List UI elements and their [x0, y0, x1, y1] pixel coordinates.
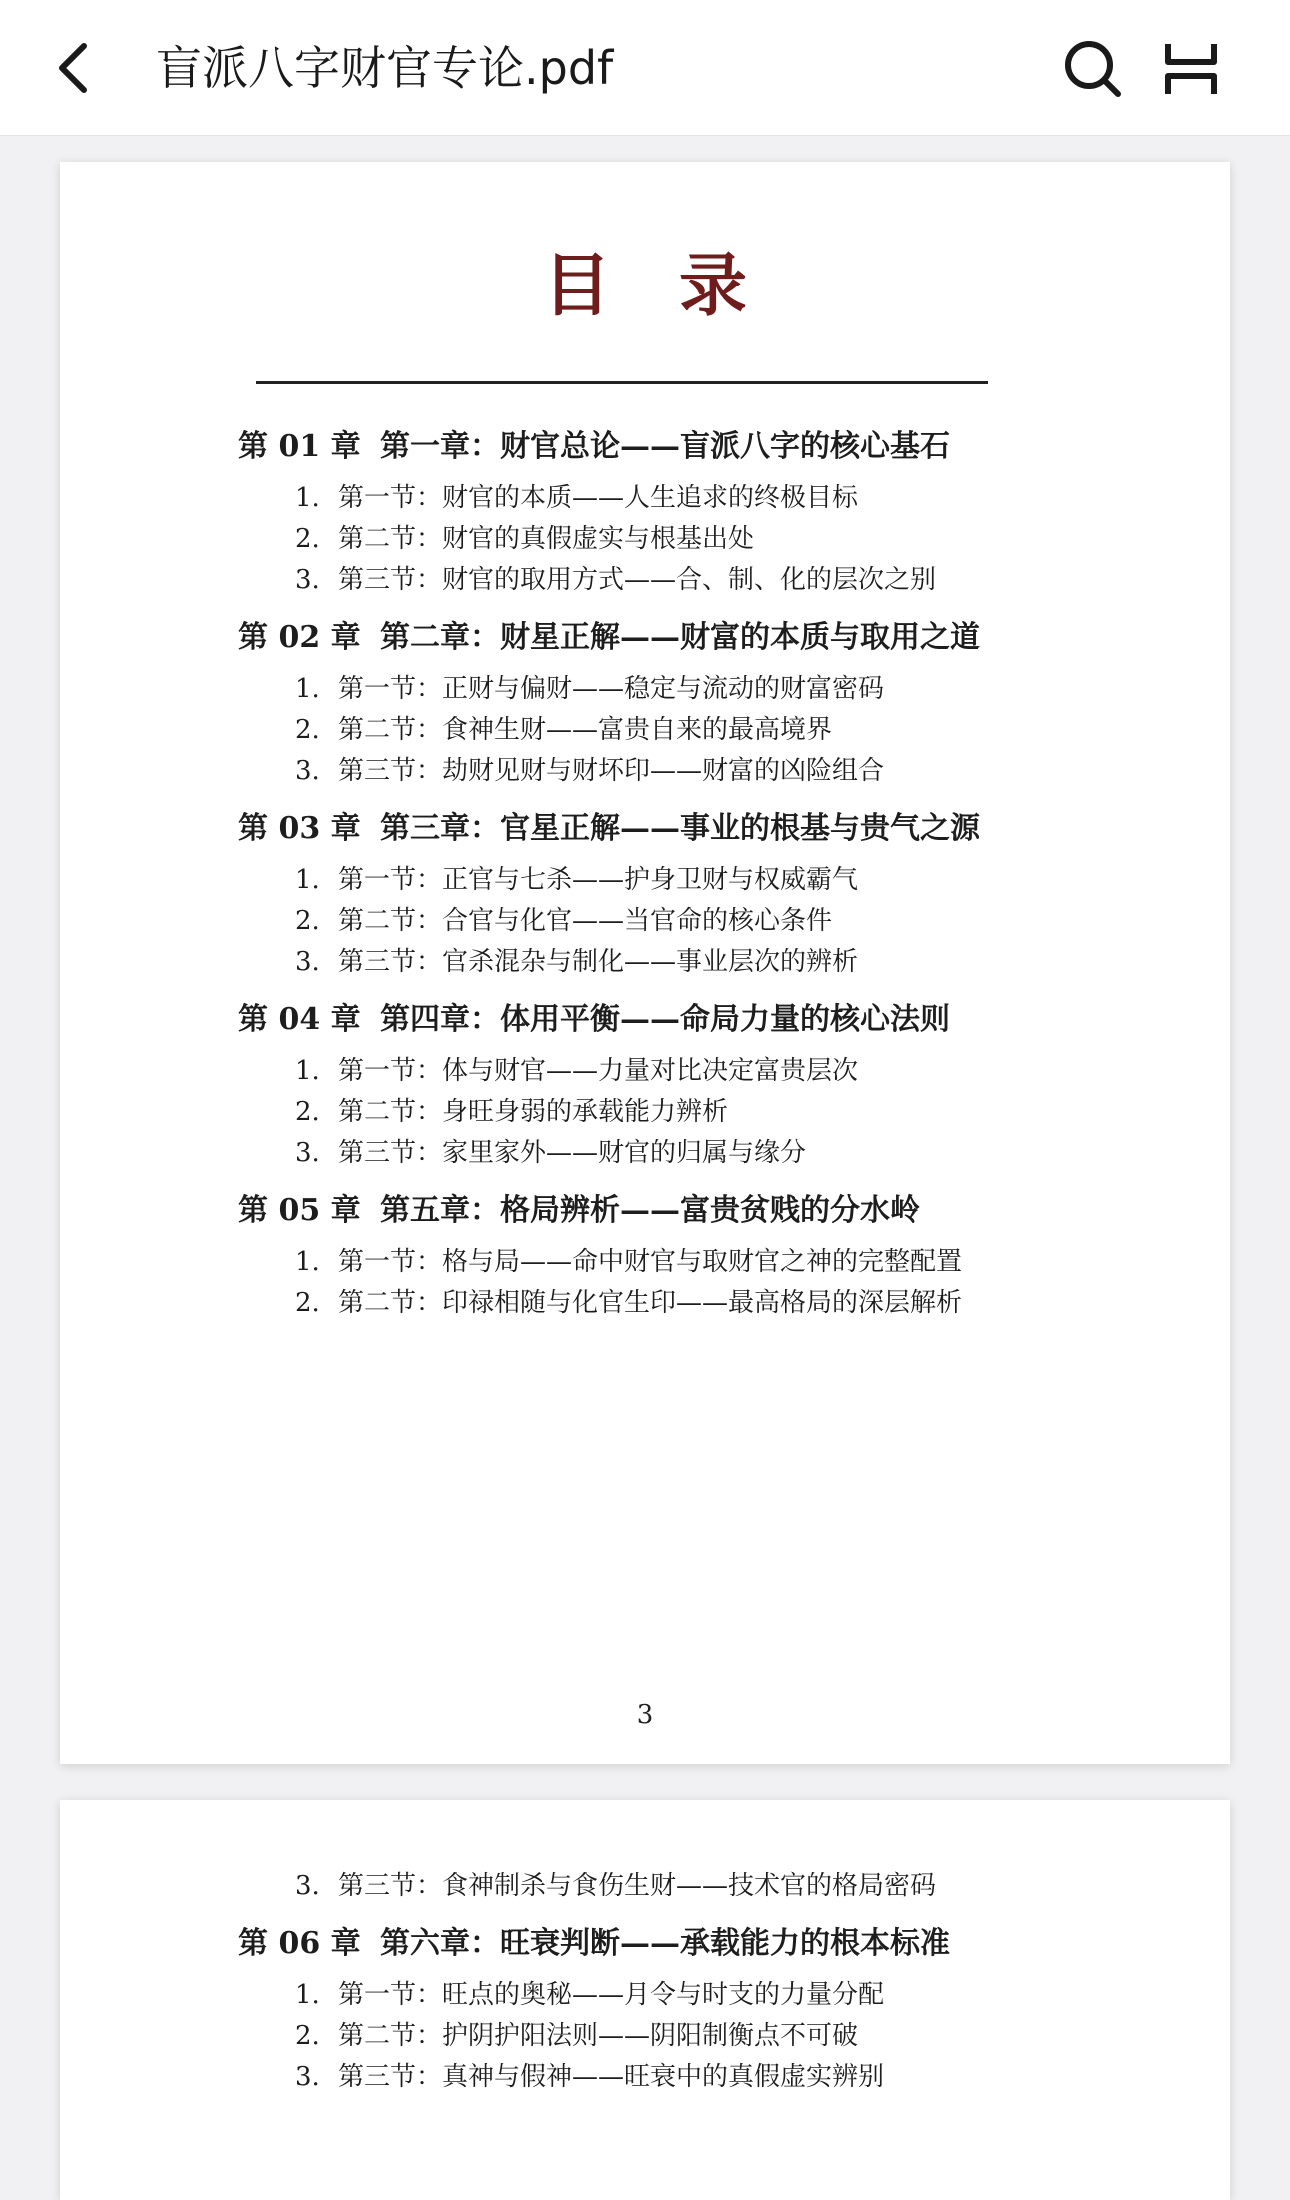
section-number: 3. — [295, 947, 320, 977]
section-title: 第一节：体与财官——力量对比决定富贵层次 — [338, 1056, 859, 1086]
chapter-number: 第 05 章 — [238, 1193, 361, 1228]
section-number: 1. — [295, 483, 320, 513]
table-of-contents — [238, 424, 998, 1338]
section-number: 1. — [295, 1247, 320, 1277]
section-number: 1. — [295, 865, 320, 895]
section-title: 第二节：财官的真假虚实与根基出处 — [338, 524, 755, 554]
toc-section-item[interactable] — [238, 1092, 998, 1133]
section-number: 2. — [295, 524, 320, 554]
section-number: 1. — [295, 1980, 320, 2010]
section-number: 2. — [295, 1288, 320, 1318]
toc-section-item[interactable] — [238, 1975, 998, 2016]
section-number: 3. — [295, 1138, 320, 1168]
toc-continued-sections — [238, 1866, 998, 1907]
section-title: 第三节：食神制杀与食伤生财——技术官的格局密码 — [338, 1871, 937, 1901]
toc-section-item[interactable] — [238, 860, 998, 901]
section-title: 第二节：食神生财——富贵自来的最高境界 — [338, 715, 833, 745]
divider — [256, 381, 988, 384]
toc-section-item[interactable] — [238, 519, 998, 560]
toc-chapter-item[interactable] — [238, 615, 998, 661]
section-title: 第一节：正财与偏财——稳定与流动的财富密码 — [338, 674, 885, 704]
toc-chapter-item[interactable] — [238, 806, 998, 852]
toc-chapter-group — [238, 424, 998, 601]
page-number: 3 — [636, 1700, 654, 1730]
pdf-page-3 — [60, 162, 1230, 1764]
section-title: 第二节：印禄相随与化官生印——最高格局的深层解析 — [338, 1288, 963, 1318]
toc-section-item[interactable] — [238, 1866, 998, 1907]
chapter-title: 第二章：财星正解——财富的本质与取用之道 — [380, 620, 980, 655]
search-button[interactable] — [1060, 36, 1126, 102]
toc-section-item[interactable] — [238, 1133, 998, 1174]
toc-chapter-item[interactable] — [238, 997, 998, 1043]
section-number: 2. — [295, 2021, 320, 2051]
section-title: 第一节：格与局——命中财官与取财官之神的完整配置 — [338, 1247, 963, 1277]
pdf-page-4 — [60, 1800, 1230, 2200]
section-title: 第三节：家里家外——财官的归属与缘分 — [338, 1138, 807, 1168]
chevron-left-icon — [52, 40, 96, 96]
search-icon — [1062, 38, 1124, 100]
toc-section-item[interactable] — [238, 478, 998, 519]
toc-chapter-item[interactable] — [238, 1188, 998, 1234]
chapter-number: 第 01 章 — [238, 429, 361, 464]
chapter-title: 第四章：体用平衡——命局力量的核心法则 — [380, 1002, 950, 1037]
section-title: 第一节：财官的本质——人生追求的终极目标 — [338, 483, 859, 513]
hamburger-icon — [1162, 40, 1220, 98]
chapter-title: 第五章：格局辨析——富贵贫贱的分水岭 — [380, 1193, 920, 1228]
chapter-number: 第 02 章 — [238, 620, 361, 655]
menu-button[interactable] — [1158, 36, 1224, 102]
chapter-number: 第 03 章 — [238, 811, 361, 846]
toc-section-item[interactable] — [238, 560, 998, 601]
chapter-number: 第 06 章 — [238, 1926, 361, 1961]
chapter-number: 第 04 章 — [238, 1002, 361, 1037]
section-title: 第三节：真神与假神——旺衰中的真假虚实辨别 — [338, 2062, 885, 2092]
section-number: 3. — [295, 1871, 320, 1901]
toc-section-item[interactable] — [238, 942, 998, 983]
section-title: 第二节：身旺身弱的承载能力辨析 — [338, 1097, 729, 1127]
section-title: 第三节：财官的取用方式——合、制、化的层次之别 — [338, 565, 937, 595]
section-number: 2. — [295, 715, 320, 745]
toc-chapter-group — [238, 997, 998, 1174]
section-number: 1. — [295, 674, 320, 704]
document-title: 盲派八字财官专论.pdf — [156, 41, 614, 95]
chapter-title: 第三章：官星正解——事业的根基与贵气之源 — [380, 811, 980, 846]
top-bar — [0, 0, 1290, 136]
toc-chapter-group — [238, 806, 998, 983]
section-title: 第三节：劫财见财与财坏印——财富的凶险组合 — [338, 756, 885, 786]
toc-chapter-item[interactable] — [238, 424, 998, 470]
chapter-title: 第六章：旺衰判断——承载能力的根本标准 — [380, 1926, 950, 1961]
toc-section-item[interactable] — [238, 2057, 998, 2098]
section-number: 3. — [295, 756, 320, 786]
toc-section-item[interactable] — [238, 710, 998, 751]
toc-section-item[interactable] — [238, 1283, 998, 1324]
back-button[interactable] — [44, 38, 104, 98]
section-title: 第二节：护阴护阳法则——阴阳制衡点不可破 — [338, 2021, 859, 2051]
toc-chapter-group — [238, 1188, 998, 1324]
chapter-title: 第一章：财官总论——盲派八字的核心基石 — [380, 429, 950, 464]
section-title: 第三节：官杀混杂与制化——事业层次的辨析 — [338, 947, 859, 977]
section-number: 3. — [295, 565, 320, 595]
toc-section-item[interactable] — [238, 1051, 998, 1092]
section-number: 2. — [295, 906, 320, 936]
table-of-contents-continued — [238, 1866, 998, 2112]
toc-section-item[interactable] — [238, 901, 998, 942]
toc-chapter-group — [238, 1921, 998, 2098]
toc-section-item[interactable] — [238, 669, 998, 710]
toc-section-item[interactable] — [238, 1242, 998, 1283]
toc-chapter-item[interactable] — [238, 1921, 998, 1967]
section-number: 1. — [295, 1056, 320, 1086]
toc-section-item[interactable] — [238, 751, 998, 792]
toc-chapter-group — [238, 615, 998, 792]
toc-heading: 目录 — [542, 246, 815, 326]
section-title: 第二节：合官与化官——当官命的核心条件 — [338, 906, 833, 936]
toc-section-item[interactable] — [238, 2016, 998, 2057]
section-number: 3. — [295, 2062, 320, 2092]
section-number: 2. — [295, 1097, 320, 1127]
section-title: 第一节：旺点的奥秘——月令与时支的力量分配 — [338, 1980, 885, 2010]
section-title: 第一节：正官与七杀——护身卫财与权威霸气 — [338, 865, 859, 895]
